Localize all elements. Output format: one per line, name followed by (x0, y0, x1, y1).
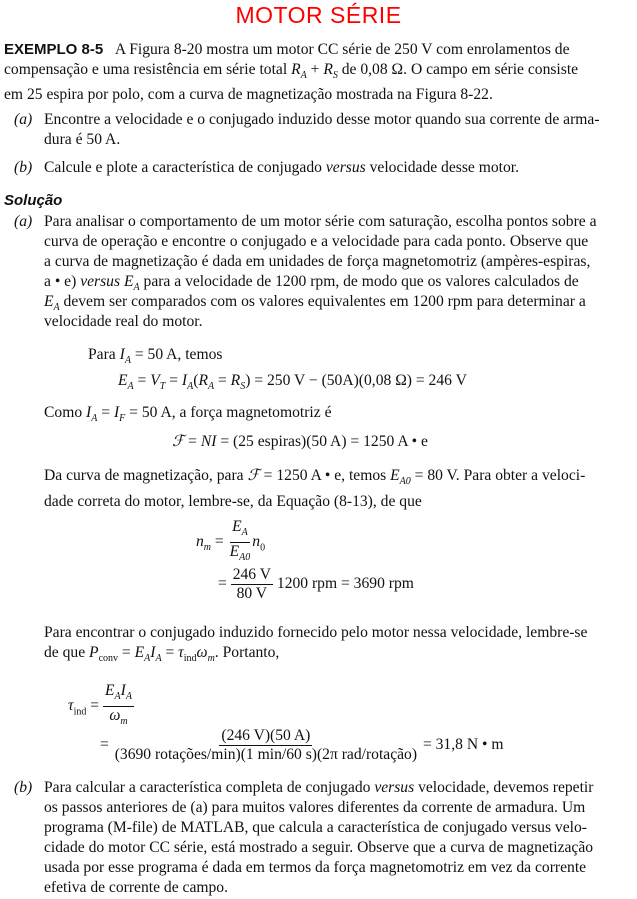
equation-ea: $E_A = V_T = I_A(R_A = R_S) = 250$ V − (50A)(0,08 Ω) = 246 V (118, 372, 467, 393)
speed-result: 1200 rpm = 3690 rpm (276, 575, 414, 593)
equation-mmf-value: = (25 espiras)(50 A) = 1250 A • e (220, 433, 428, 450)
para-ia-text: Para (88, 346, 116, 363)
speed-fraction-num: 246 V (232, 566, 271, 583)
solution-b-line-1-italic: versus (374, 779, 415, 796)
solution-a-line-2: curva de operação e encontre o conjugado e a velocidade para cada ponto. Observe que (44, 233, 589, 250)
torque-result: = 31,8 N • m (422, 736, 504, 754)
curve-line-1: Da curva de magnetização, para (44, 467, 244, 484)
speed-fraction-den: 80 V (236, 585, 268, 602)
solution-a-line-6: velocidade real do motor. (44, 313, 203, 330)
curve-line-1-mid: = 1250 A • e, temos (263, 467, 387, 484)
example-line-2: compensação e uma resistência em série total (4, 60, 288, 78)
question-b-italic: versus (325, 159, 366, 176)
curve-paragraph: Da curva de magnetização, para ℱ = 1250 A • e, temos $E_{A0} = 80$ V. Para obter a veloci- dade correta do motor, lembre-se, da Equação (8-13), de que (44, 466, 634, 511)
equation-ea-value: = 250 V − (50A)(0,08 Ω) = 246 V (254, 372, 467, 389)
como-post: = 50 A, a força magnetomotriz é (129, 404, 332, 421)
solution-a-line-4-post: para a velocidade de 1200 rpm, de modo que os valores calculados de (143, 273, 579, 290)
question-b-text-post: velocidade desse motor. (369, 159, 520, 176)
solution-heading: Solução (4, 192, 63, 209)
question-a (14, 110, 629, 148)
question-b (14, 158, 629, 178)
torque-fraction-num: (246 V)(50 A) (221, 727, 311, 744)
solution-a-line-3: a curva de magnetização é dada em unidades de força magnetomotriz (ampères-espiras, (44, 253, 591, 270)
question-a-line-1: Encontre a velocidade e o conjugado induzido desse motor quando sua corrente de arma- (44, 111, 600, 128)
solution-b-line-4: cidade do motor CC série, está mostrado a seguir. Observe que a curva de magnetização (44, 839, 594, 856)
equation-mmf: ℱ = NI = (25 espiras)(50 A) = 1250 A • e (172, 433, 428, 450)
solution-a-line-4-italic: versus (80, 273, 121, 290)
example-line-3: em 25 espira por polo, com a curva de magnetização mostrada na Figura 8-22. (4, 86, 493, 104)
solution-a-line-5: devem ser comparados com os valores equivalentes em 1200 rpm para determinar a (63, 293, 586, 310)
example-paragraph: EXEMPLO 8-5 A Figura 8-20 mostra um motor CC série de 250 V com enrolamentos de compensação e uma resistência em série total $R_A + R_S$ de 0,08 Ω. O campo em série consiste em 25 espira por polo, com a curva de magnetização mostrada na Figura 8-22. (4, 40, 634, 105)
question-b-label: (b) (14, 159, 33, 176)
page-title: MOTOR SÉRIE (235, 2, 402, 28)
curve-line-2: dade correta do motor, lembre-se, da Equação (8-13), de que (44, 492, 422, 510)
solution-b-line-5: usada por esse programa é dada em termos da força magnetomotriz em vez da corrente (44, 859, 587, 876)
torque-line-2: de que (44, 643, 86, 661)
equation-speed: $n_m$ = $\frac{E_A}{E_{A0}}$ $n_0$ (196, 518, 266, 564)
como-text: Como (44, 404, 83, 421)
solution-a-line-4: a • e) (44, 273, 77, 290)
solution-b-line-1-post: velocidade, devemos repetir (418, 779, 594, 796)
para-ia-post: = 50 A, temos (134, 346, 223, 363)
para-ia: Para $I_A = 50$ A, temos (88, 346, 223, 367)
solution-b-line-2: os passos anteriores de (a) para muitos valores diferentes da corrente de armadura. Um (44, 799, 586, 816)
example-line-2b: de 0,08 Ω. O campo em série consiste (341, 60, 579, 78)
example-label: EXEMPLO 8-5 (4, 41, 104, 58)
como-line: Como $I_A = I_F = 50$ A, a força magnetomotriz é (44, 404, 332, 425)
equation-speed-value: = $\frac{246 V}{80 V}$ 1200 rpm = 3690 rpm (218, 566, 414, 602)
torque-paragraph: Para encontrar o conjugado induzido fornecido pelo motor nessa velocidade, lembre-se de que $P_{conv} = E_AI_A = \tau_{ind}\omega_m$. Portanto, (44, 623, 634, 668)
question-a-label: (a) (14, 111, 33, 128)
solution-b-line-3: programa (M-file) de MATLAB, que calcula a característica de conjugado versus velo- (44, 819, 587, 836)
example-line-1: A Figura 8-20 mostra um motor CC série de 250 V com enrolamentos de (114, 41, 570, 58)
solution-a: (a) Para analisar o comportamento de um motor série com saturação, escolha pontos sobre a curva de operação e encontre o conjugado e a velocidade para cada ponto. Observe que a curva de magnetização é dada em unidades de força magnetomotriz (ampères-espiras, a • e) versus $E_A$ para a velocidade de 1200 rpm, de modo que os valores calculados de $E_A$ devem ser comparados com os valores equivalentes em 1200 rpm para determinar a velocidade real do motor. (14, 213, 597, 330)
equation-torque: $\tau_{ind}$ = $\frac{E_AI_A}{\omega_m}$ (68, 682, 132, 728)
question-b-text: Calcule e plote a característica de conjugado (44, 159, 322, 176)
solution-b (14, 778, 634, 896)
torque-fraction-den: (3690 rotações/min)(1 min/60 s)(2π rad/rotação) (114, 746, 418, 763)
solution-b-label: (b) (14, 779, 33, 796)
solution-b-line-1: Para calcular a característica completa de conjugado (44, 779, 371, 796)
torque-line-2-post: Portanto, (222, 643, 280, 661)
question-a-line-2: dura é 50 A. (44, 131, 121, 148)
equation-torque-value: = $\frac{(246 V)(50 A)}{\text{(3690 rotações/min)(1 min/60 s)(2π rad/rotação)}}$ = 31,8 N • m (100, 727, 504, 763)
solution-b-line-6: efetiva de corrente de campo. (44, 879, 228, 896)
curve-line-1-post: = 80 V. Para obter a veloci- (414, 467, 586, 484)
torque-line-1: Para encontrar o conjugado induzido fornecido pelo motor nessa velocidade, lembre-se (44, 624, 588, 641)
solution-a-line-1: Para analisar o comportamento de um motor série com saturação, escolha pontos sobre a (44, 213, 597, 230)
solution-a-label: (a) (14, 213, 33, 230)
